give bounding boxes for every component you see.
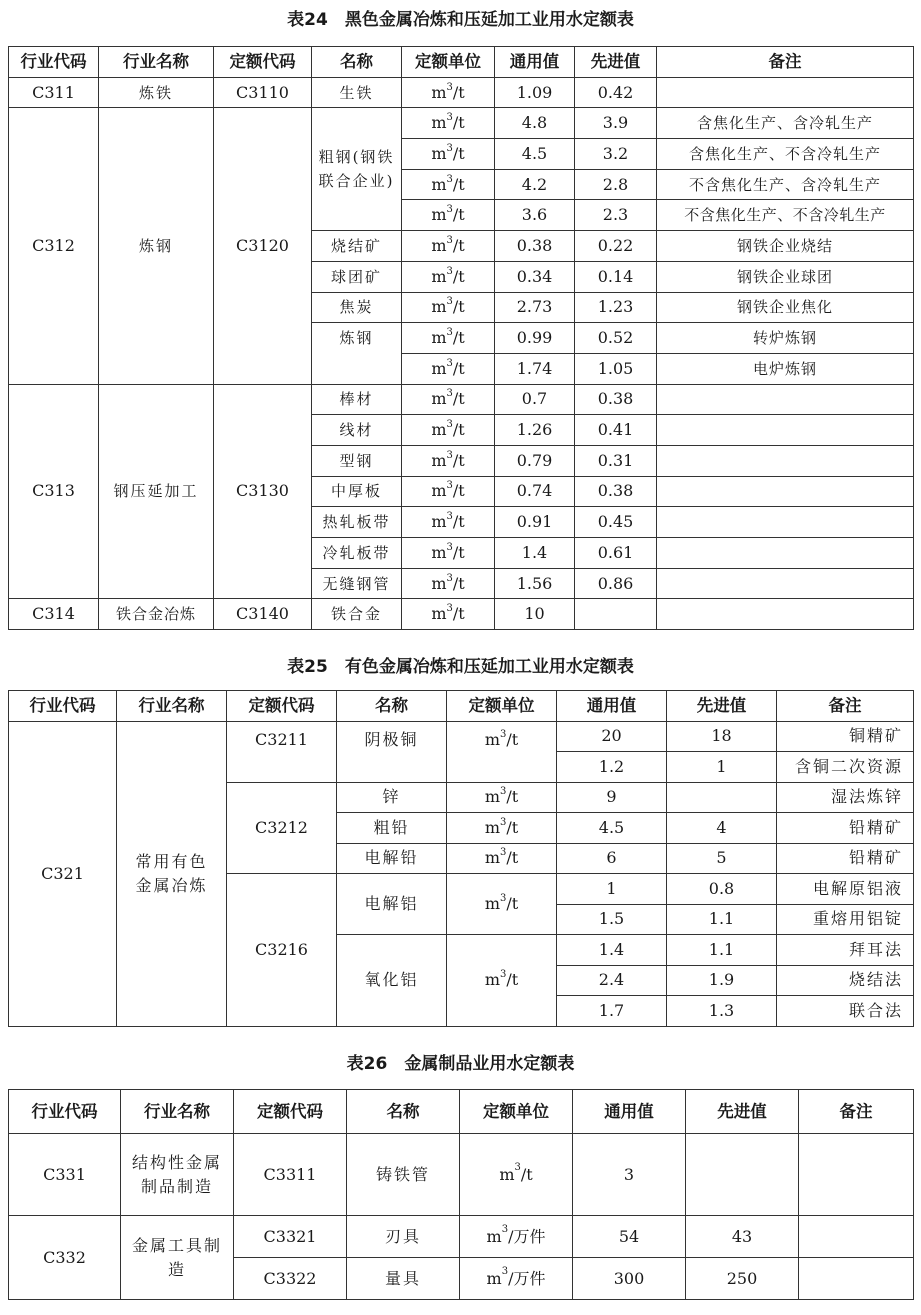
- general-value: 0.99: [495, 323, 575, 354]
- quota-unit: $m^3/t$: [402, 231, 495, 262]
- general-value: 2.4: [557, 965, 667, 996]
- note: 不含焦化生产、含冷轧生产: [657, 169, 914, 200]
- note: 钢铁企业球团: [657, 261, 914, 292]
- industry-code: C331: [9, 1134, 121, 1216]
- header-general-value: 通用值: [573, 1090, 686, 1134]
- quota-unit: $m^3/t$: [402, 353, 495, 384]
- note: [657, 384, 914, 415]
- table24: [8, 46, 914, 630]
- general-value: 4.8: [495, 108, 575, 139]
- product-name: 炼钢: [312, 323, 402, 354]
- note: 联合法: [777, 996, 914, 1027]
- general-value: 9: [557, 782, 667, 813]
- general-value: 1.2: [557, 752, 667, 783]
- general-value: 0.74: [495, 476, 575, 507]
- note: 含焦化生产、含冷轧生产: [657, 108, 914, 139]
- quota-unit: $m^3/t$: [402, 200, 495, 231]
- advanced-value: 0.22: [575, 231, 657, 262]
- header-general-value: 通用值: [495, 47, 575, 78]
- product-name: [312, 353, 402, 384]
- general-value: 4.5: [557, 813, 667, 844]
- general-value: 0.38: [495, 231, 575, 262]
- table26: [8, 1089, 914, 1300]
- product-name: 锌: [337, 782, 447, 813]
- advanced-value: 1.05: [575, 353, 657, 384]
- product-name: 电解铝: [337, 874, 447, 935]
- note: 电解原铝液: [777, 874, 914, 905]
- note: [657, 599, 914, 630]
- quota-unit: $m^3/t$: [402, 476, 495, 507]
- note: 重熔用铝锭: [777, 904, 914, 935]
- product-name: 型钢: [312, 445, 402, 476]
- general-value: 0.91: [495, 507, 575, 538]
- table-row: [9, 1216, 914, 1258]
- quota-unit: $m^3/t$: [402, 538, 495, 569]
- note: 铅精矿: [777, 813, 914, 844]
- quota-unit: $m^3/t$: [447, 721, 557, 782]
- note: [657, 77, 914, 108]
- advanced-value: 0.14: [575, 261, 657, 292]
- advanced-value: 2.3: [575, 200, 657, 231]
- header-industry-code: 行业代码: [9, 691, 117, 722]
- product-name: 中厚板: [312, 476, 402, 507]
- general-value: 1.4: [495, 538, 575, 569]
- header-industry-code: 行业代码: [9, 47, 99, 78]
- table-row: [9, 1134, 914, 1216]
- note: 不含焦化生产、不含冷轧生产: [657, 200, 914, 231]
- general-value: 1.74: [495, 353, 575, 384]
- header-general-value: 通用值: [557, 691, 667, 722]
- industry-name: 常用有色金属冶炼: [117, 721, 227, 1026]
- product-name: 氧化铝: [337, 935, 447, 1027]
- quota-code: C3321: [234, 1216, 347, 1258]
- industry-code: C321: [9, 721, 117, 1026]
- advanced-value: 43: [686, 1216, 799, 1258]
- advanced-value: 0.38: [575, 476, 657, 507]
- general-value: 4.2: [495, 169, 575, 200]
- table24-header-row: [9, 47, 914, 78]
- header-note: 备注: [657, 47, 914, 78]
- quota-code: C3322: [234, 1258, 347, 1300]
- quota-code: C3216: [227, 874, 337, 1027]
- quota-unit: $m^3/t$: [460, 1134, 573, 1216]
- product-name: 量具: [347, 1258, 460, 1300]
- product-name: 线材: [312, 415, 402, 446]
- note: [657, 568, 914, 599]
- advanced-value: 0.8: [667, 874, 777, 905]
- general-value: 4.5: [495, 139, 575, 170]
- product-name: 焦炭: [312, 292, 402, 323]
- advanced-value: 1.1: [667, 904, 777, 935]
- quota-unit: $m^3/t$: [402, 77, 495, 108]
- quota-unit: $m^3/t$: [402, 323, 495, 354]
- advanced-value: 1.1: [667, 935, 777, 966]
- advanced-value: 0.38: [575, 384, 657, 415]
- general-value: 2.73: [495, 292, 575, 323]
- header-industry-name: 行业名称: [99, 47, 214, 78]
- quota-code: C3130: [214, 384, 312, 599]
- quota-code: C3212: [227, 782, 337, 874]
- product-name: 阴极铜: [337, 721, 447, 782]
- advanced-value: 0.31: [575, 445, 657, 476]
- general-value: 20: [557, 721, 667, 752]
- header-industry-name: 行业名称: [117, 691, 227, 722]
- general-value: 0.34: [495, 261, 575, 292]
- header-name: 名称: [312, 47, 402, 78]
- industry-name: 金属工具制造: [121, 1216, 234, 1300]
- industry-code: C312: [9, 108, 99, 384]
- product-name: 电解铅: [337, 843, 447, 874]
- note: 烧结法: [777, 965, 914, 996]
- product-name: 刃具: [347, 1216, 460, 1258]
- header-advanced-value: 先进值: [667, 691, 777, 722]
- quota-unit: $m^3/t$: [402, 568, 495, 599]
- note: 转炉炼钢: [657, 323, 914, 354]
- note: 拜耳法: [777, 935, 914, 966]
- general-value: 1.4: [557, 935, 667, 966]
- quota-code: C3211: [227, 721, 337, 782]
- advanced-value: [686, 1134, 799, 1216]
- advanced-value: 5: [667, 843, 777, 874]
- industry-name: 炼铁: [99, 77, 214, 108]
- industry-code: C332: [9, 1216, 121, 1300]
- advanced-value: 250: [686, 1258, 799, 1300]
- note: 铜精矿: [777, 721, 914, 752]
- general-value: 0.7: [495, 384, 575, 415]
- product-name: 生铁: [312, 77, 402, 108]
- product-name: 铸铁管: [347, 1134, 460, 1216]
- industry-name: 铁合金冶炼: [99, 599, 214, 630]
- table25: [8, 690, 914, 1027]
- advanced-value: 1.9: [667, 965, 777, 996]
- header-industry-code: 行业代码: [9, 1090, 121, 1134]
- general-value: 3: [573, 1134, 686, 1216]
- quota-code: C3311: [234, 1134, 347, 1216]
- advanced-value: 1.3: [667, 996, 777, 1027]
- product-name: 无缝钢管: [312, 568, 402, 599]
- quota-unit: $m^3/$万件: [460, 1258, 573, 1300]
- advanced-value: 0.42: [575, 77, 657, 108]
- advanced-value: 1: [667, 752, 777, 783]
- industry-code: C311: [9, 77, 99, 108]
- note: 钢铁企业烧结: [657, 231, 914, 262]
- industry-name: 钢压延加工: [99, 384, 214, 599]
- industry-name: 炼钢: [99, 108, 214, 384]
- header-advanced-value: 先进值: [686, 1090, 799, 1134]
- product-name: 冷轧板带: [312, 538, 402, 569]
- table24-caption: 表24 黑色金属冶炼和压延加工业用水定额表: [287, 10, 634, 30]
- industry-name: 结构性金属制品制造: [121, 1134, 234, 1216]
- general-value: 1.56: [495, 568, 575, 599]
- quota-unit: $m^3/t$: [402, 445, 495, 476]
- general-value: 0.79: [495, 445, 575, 476]
- industry-code: C314: [9, 599, 99, 630]
- note: [657, 476, 914, 507]
- header-unit: 定额单位: [402, 47, 495, 78]
- note: [657, 507, 914, 538]
- note: 含焦化生产、不含冷轧生产: [657, 139, 914, 170]
- quota-unit: $m^3/$万件: [460, 1216, 573, 1258]
- advanced-value: 3.2: [575, 139, 657, 170]
- general-value: 1.09: [495, 77, 575, 108]
- advanced-value: 4: [667, 813, 777, 844]
- note: [657, 538, 914, 569]
- note: [799, 1216, 914, 1258]
- note: [657, 415, 914, 446]
- note: 钢铁企业焦化: [657, 292, 914, 323]
- header-name: 名称: [347, 1090, 460, 1134]
- advanced-value: [575, 599, 657, 630]
- quota-unit: $m^3/t$: [447, 843, 557, 874]
- header-unit: 定额单位: [447, 691, 557, 722]
- product-name: 铁合金: [312, 599, 402, 630]
- advanced-value: 0.45: [575, 507, 657, 538]
- product-name: 粗铅: [337, 813, 447, 844]
- quota-code: C3120: [214, 108, 312, 384]
- header-note: 备注: [777, 691, 914, 722]
- product-name: 球团矿: [312, 261, 402, 292]
- general-value: 1.26: [495, 415, 575, 446]
- general-value: 1: [557, 874, 667, 905]
- header-quota-code: 定额代码: [214, 47, 312, 78]
- general-value: 300: [573, 1258, 686, 1300]
- advanced-value: 0.41: [575, 415, 657, 446]
- header-name: 名称: [337, 691, 447, 722]
- advanced-value: 0.52: [575, 323, 657, 354]
- quota-unit: $m^3/t$: [447, 782, 557, 813]
- quota-code: C3110: [214, 77, 312, 108]
- product-name: 棒材: [312, 384, 402, 415]
- header-industry-name: 行业名称: [121, 1090, 234, 1134]
- quota-unit: $m^3/t$: [402, 169, 495, 200]
- general-value: 54: [573, 1216, 686, 1258]
- note: 湿法炼锌: [777, 782, 914, 813]
- industry-code: C313: [9, 384, 99, 599]
- note: 含铜二次资源: [777, 752, 914, 783]
- table-row: [9, 108, 914, 139]
- general-value: 1.7: [557, 996, 667, 1027]
- advanced-value: 18: [667, 721, 777, 752]
- product-name: 热轧板带: [312, 507, 402, 538]
- quota-unit: $m^3/t$: [402, 384, 495, 415]
- advanced-value: 2.8: [575, 169, 657, 200]
- product-name: 粗钢(钢铁联合企业): [312, 108, 402, 231]
- quota-unit: $m^3/t$: [447, 813, 557, 844]
- note: 电炉炼钢: [657, 353, 914, 384]
- note: [799, 1134, 914, 1216]
- note: 铅精矿: [777, 843, 914, 874]
- note: [657, 445, 914, 476]
- quota-unit: $m^3/t$: [402, 507, 495, 538]
- table26-caption: 表26 金属制品业用水定额表: [346, 1054, 575, 1074]
- table25-caption: 表25 有色金属冶炼和压延加工业用水定额表: [287, 657, 634, 677]
- header-advanced-value: 先进值: [575, 47, 657, 78]
- general-value: 6: [557, 843, 667, 874]
- quota-unit: $m^3/t$: [402, 261, 495, 292]
- advanced-value: 0.86: [575, 568, 657, 599]
- quota-unit: $m^3/t$: [447, 935, 557, 1027]
- quota-unit: $m^3/t$: [402, 139, 495, 170]
- product-name: 烧结矿: [312, 231, 402, 262]
- advanced-value: 0.61: [575, 538, 657, 569]
- table-row: [9, 599, 914, 630]
- note: [799, 1258, 914, 1300]
- advanced-value: 3.9: [575, 108, 657, 139]
- quota-unit: $m^3/t$: [447, 874, 557, 935]
- table-row: [9, 384, 914, 415]
- general-value: 10: [495, 599, 575, 630]
- general-value: 3.6: [495, 200, 575, 231]
- header-quota-code: 定额代码: [234, 1090, 347, 1134]
- header-note: 备注: [799, 1090, 914, 1134]
- general-value: 1.5: [557, 904, 667, 935]
- table26-header-row: [9, 1090, 914, 1134]
- quota-unit: $m^3/t$: [402, 599, 495, 630]
- advanced-value: 1.23: [575, 292, 657, 323]
- quota-unit: $m^3/t$: [402, 292, 495, 323]
- table-row: [9, 77, 914, 108]
- header-unit: 定额单位: [460, 1090, 573, 1134]
- advanced-value: [667, 782, 777, 813]
- quota-unit: $m^3/t$: [402, 415, 495, 446]
- quota-code: C3140: [214, 599, 312, 630]
- header-quota-code: 定额代码: [227, 691, 337, 722]
- table-row: [9, 721, 914, 752]
- quota-unit: $m^3/t$: [402, 108, 495, 139]
- table25-header-row: [9, 691, 914, 722]
